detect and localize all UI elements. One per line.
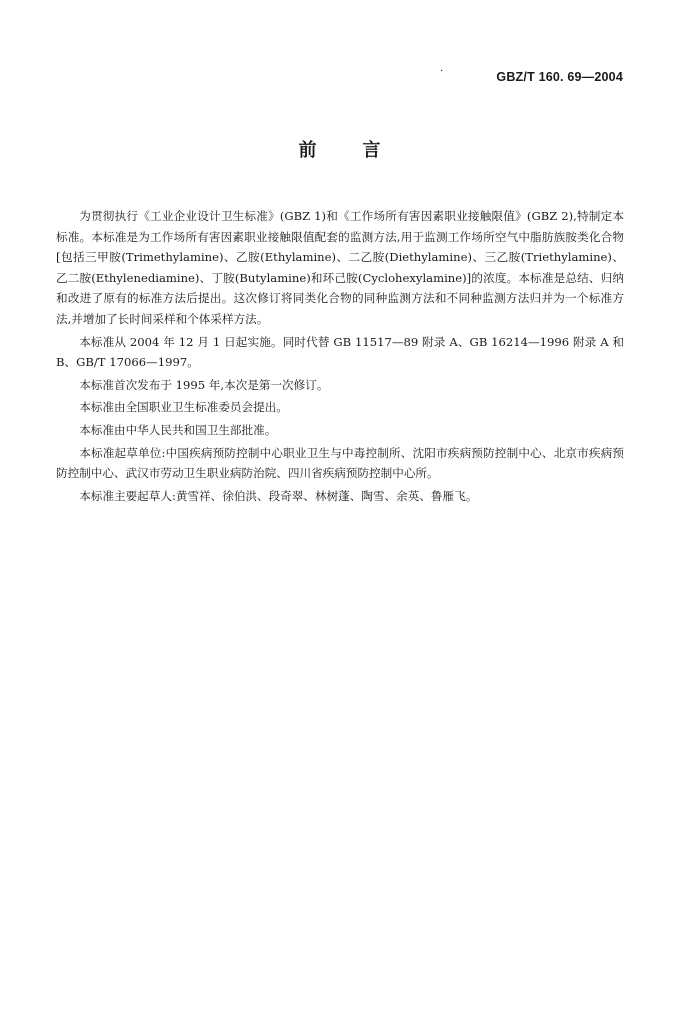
page-title: 前言	[298, 140, 427, 161]
paragraph-approver: 本标准由中华人民共和国卫生部批准。	[79, 422, 277, 437]
foreword-body	[56, 206, 624, 506]
paragraph-first-release: 本标准首次发布于 1995 年,本次是第一次修订。	[79, 377, 329, 392]
scan-speck: ·	[440, 66, 444, 77]
standard-code: GBZ/T 160. 69—2004	[496, 70, 623, 84]
paragraph-drafters: 本标准主要起草人:黄雪祥、徐伯洪、段奇翠、林树蓬、陶雪、余英、鲁雁飞。	[79, 488, 478, 503]
paragraph-purpose: 为贯彻执行《工业企业设计卫生标准》(GBZ 1)和《工作场所有害因素职业接触限值》(GBZ 2),特制定本标准。本标准是为工作场所有害因素职业接触限值配套的监测方法,用于监测工作场所空气中脂肪族胺类化合物[包括三甲胺(Trimethylamine)、乙胺(Ethylamine)、二乙胺(Diethylamine)、三乙胺(Triethylamine)、乙二胺(Ethylenediamine)、丁胺(Butylamine)和环己胺(Cyclohexylamine)]的浓度。本标准是总结、归纳和改进了原有的标准方法后提出。这次修订将同类化合物的同种监测方法和不同种监测方法归并为一个标准方法,并增加了长时间采样和个体采样方法。	[56, 209, 624, 326]
paragraph-effective-date: 本标准从 2004 年 12 月 1 日起实施。同时代替 GB 11517—89 附录 A、GB 16214—1996 附录 A 和 B、GB/T 17066—1997。	[56, 334, 624, 370]
paragraph-drafting-units: 本标准起草单位:中国疾病预防控制中心职业卫生与中毒控制所、沈阳市疾病预防控制中心、北京市疾病预防控制中心、武汉市劳动卫生职业病防治院、四川省疾病预防控制中心所。	[56, 445, 624, 481]
paragraph-proposer: 本标准由全国职业卫生标准委员会提出。	[79, 400, 288, 415]
